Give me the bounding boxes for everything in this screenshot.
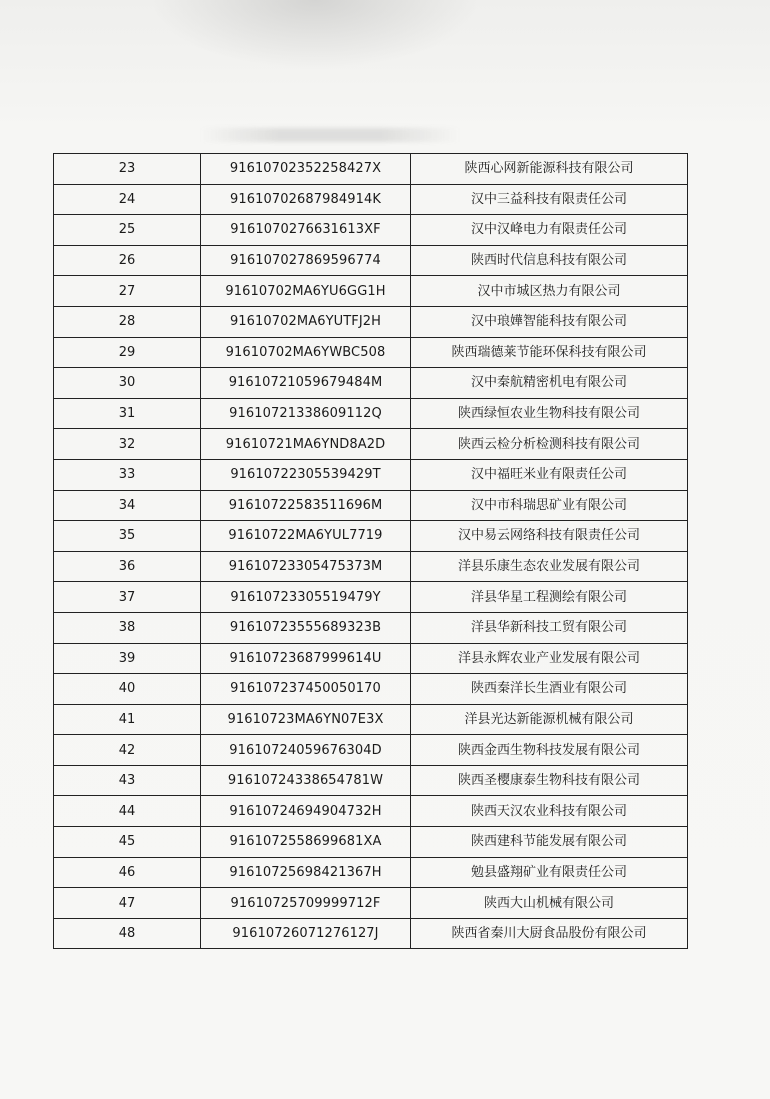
table-row: [54, 215, 688, 246]
credit-code-cell: 91610724338654781W: [201, 765, 411, 796]
table-body: [54, 154, 688, 949]
credit-code-cell: 91610723305519479Y: [201, 582, 411, 613]
company-name-cell: 陕西心网新能源科技有限公司: [411, 154, 688, 185]
row-number-cell: 37: [54, 582, 201, 613]
credit-code-cell: 91610702MA6YU6GG1H: [201, 276, 411, 307]
company-name-cell: 陕西金西生物科技发展有限公司: [411, 735, 688, 766]
scan-shadow: [150, 0, 480, 70]
credit-code-cell: 91610724059676304D: [201, 735, 411, 766]
row-number-cell: 28: [54, 306, 201, 337]
table-row: [54, 337, 688, 368]
credit-code-cell: 91610726071276127J: [201, 918, 411, 949]
row-number-cell: 43: [54, 765, 201, 796]
row-number-cell: 40: [54, 674, 201, 705]
company-name-cell: 洋县乐康生态农业发展有限公司: [411, 551, 688, 582]
company-name-cell: 汉中三益科技有限责任公司: [411, 184, 688, 215]
company-name-cell: 汉中市科瑞思矿业有限公司: [411, 490, 688, 521]
table-row: [54, 643, 688, 674]
company-name-cell: 洋县光达新能源机械有限公司: [411, 704, 688, 735]
table-row: [54, 398, 688, 429]
company-name-cell: 汉中市城区热力有限公司: [411, 276, 688, 307]
row-number-cell: 46: [54, 857, 201, 888]
row-number-cell: 33: [54, 459, 201, 490]
company-name-cell: 洋县永辉农业产业发展有限公司: [411, 643, 688, 674]
credit-code-cell: 9161070276631613XF: [201, 215, 411, 246]
table-row: [54, 796, 688, 827]
company-name-cell: 勉县盛翔矿业有限责任公司: [411, 857, 688, 888]
table-row: [54, 704, 688, 735]
table-row: [54, 368, 688, 399]
credit-code-cell: 91610702687984914K: [201, 184, 411, 215]
company-name-cell: 陕西时代信息科技有限公司: [411, 245, 688, 276]
company-name-cell: 陕西大山机械有限公司: [411, 888, 688, 919]
row-number-cell: 38: [54, 612, 201, 643]
row-number-cell: 47: [54, 888, 201, 919]
company-name-cell: 汉中易云网络科技有限责任公司: [411, 521, 688, 552]
row-number-cell: 35: [54, 521, 201, 552]
row-number-cell: 48: [54, 918, 201, 949]
table-row: [54, 735, 688, 766]
row-number-cell: 27: [54, 276, 201, 307]
company-name-cell: 汉中琅嬅智能科技有限公司: [411, 306, 688, 337]
table-row: [54, 429, 688, 460]
company-name-cell: 陕西绿恒农业生物科技有限公司: [411, 398, 688, 429]
company-name-cell: 陕西云检分析检测科技有限公司: [411, 429, 688, 460]
row-number-cell: 42: [54, 735, 201, 766]
table-row: [54, 245, 688, 276]
company-name-cell: 洋县华新科技工贸有限公司: [411, 612, 688, 643]
company-registry-table: [53, 153, 688, 949]
row-number-cell: 29: [54, 337, 201, 368]
credit-code-cell: 9161072558699681XA: [201, 827, 411, 858]
company-name-cell: 陕西建科节能发展有限公司: [411, 827, 688, 858]
row-number-cell: 36: [54, 551, 201, 582]
row-number-cell: 23: [54, 154, 201, 185]
company-name-cell: 洋县华星工程测绘有限公司: [411, 582, 688, 613]
credit-code-cell: 91610724694904732H: [201, 796, 411, 827]
credit-code-cell: 916107027869596774: [201, 245, 411, 276]
table-row: [54, 521, 688, 552]
company-name-cell: 汉中秦航精密机电有限公司: [411, 368, 688, 399]
credit-code-cell: 91610721338609112Q: [201, 398, 411, 429]
credit-code-cell: 91610722305539429T: [201, 459, 411, 490]
company-name-cell: 陕西天汉农业科技有限公司: [411, 796, 688, 827]
credit-code-cell: 91610721MA6YND8A2D: [201, 429, 411, 460]
table-row: [54, 674, 688, 705]
company-name-cell: 陕西瑞德莱节能环保科技有限公司: [411, 337, 688, 368]
row-number-cell: 34: [54, 490, 201, 521]
row-number-cell: 45: [54, 827, 201, 858]
table-row: [54, 306, 688, 337]
row-number-cell: 30: [54, 368, 201, 399]
table-row: [54, 154, 688, 185]
credit-code-cell: 91610723MA6YN07E3X: [201, 704, 411, 735]
credit-code-cell: 91610725698421367H: [201, 857, 411, 888]
table-row: [54, 184, 688, 215]
credit-code-cell: 91610723305475373M: [201, 551, 411, 582]
table-row: [54, 459, 688, 490]
table-row: [54, 582, 688, 613]
row-number-cell: 25: [54, 215, 201, 246]
company-name-cell: 陕西圣樱康泰生物科技有限公司: [411, 765, 688, 796]
company-name-cell: 汉中福旺米业有限责任公司: [411, 459, 688, 490]
credit-code-cell: 91610722583511696M: [201, 490, 411, 521]
table-row: [54, 490, 688, 521]
table-row: [54, 857, 688, 888]
credit-code-cell: 91610721059679484M: [201, 368, 411, 399]
credit-code-cell: 91610722MA6YUL7719: [201, 521, 411, 552]
row-number-cell: 39: [54, 643, 201, 674]
company-name-cell: 陕西省秦川大厨食品股份有限公司: [411, 918, 688, 949]
bleed-through-heading: [200, 128, 460, 142]
row-number-cell: 31: [54, 398, 201, 429]
credit-code-cell: 916107237450050170: [201, 674, 411, 705]
table-row: [54, 276, 688, 307]
table-row: [54, 612, 688, 643]
table-row: [54, 765, 688, 796]
table-row: [54, 827, 688, 858]
row-number-cell: 41: [54, 704, 201, 735]
company-name-cell: 汉中汉峰电力有限责任公司: [411, 215, 688, 246]
table-row: [54, 551, 688, 582]
row-number-cell: 26: [54, 245, 201, 276]
company-name-cell: 陕西秦洋长生酒业有限公司: [411, 674, 688, 705]
row-number-cell: 44: [54, 796, 201, 827]
table-row: [54, 918, 688, 949]
credit-code-cell: 91610723555689323B: [201, 612, 411, 643]
credit-code-cell: 91610702352258427X: [201, 154, 411, 185]
row-number-cell: 32: [54, 429, 201, 460]
credit-code-cell: 91610725709999712F: [201, 888, 411, 919]
table-row: [54, 888, 688, 919]
credit-code-cell: 91610723687999614U: [201, 643, 411, 674]
row-number-cell: 24: [54, 184, 201, 215]
credit-code-cell: 91610702MA6YWBC508: [201, 337, 411, 368]
credit-code-cell: 91610702MA6YUTFJ2H: [201, 306, 411, 337]
